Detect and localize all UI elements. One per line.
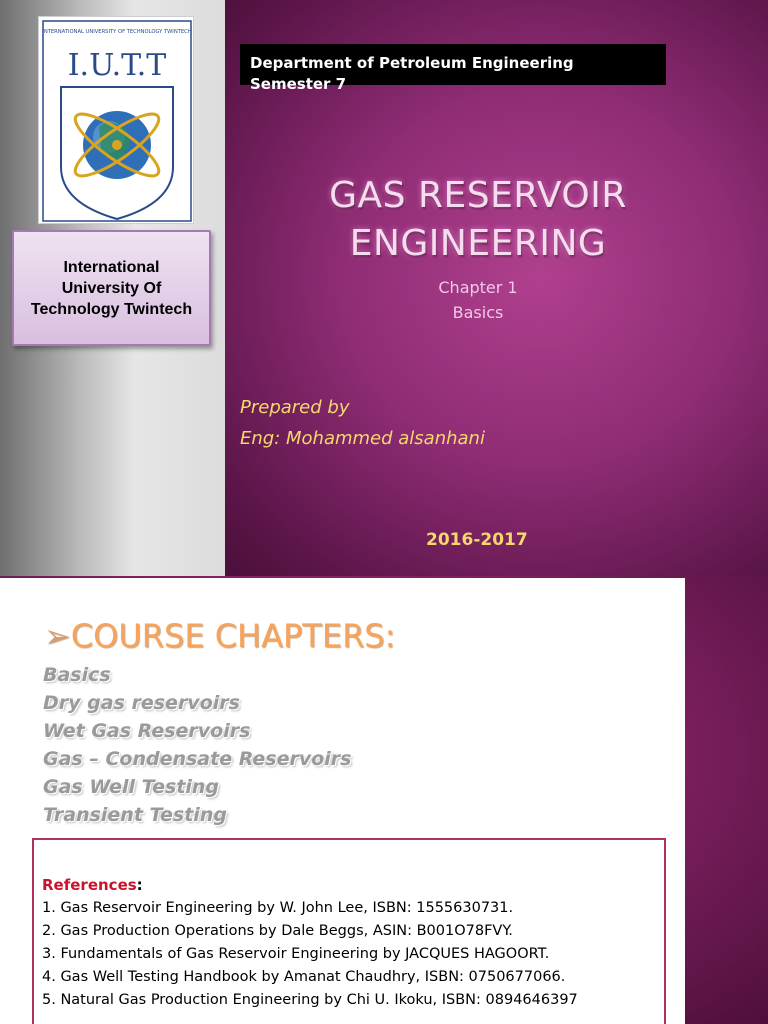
author-block bbox=[240, 392, 485, 454]
university-name-box bbox=[12, 230, 211, 346]
author-name: Eng: Mohammed alsanhani bbox=[240, 428, 485, 449]
logo-emblem-icon bbox=[39, 17, 195, 225]
references-colon: : bbox=[136, 876, 143, 894]
title-line-2: ENGINEERING bbox=[349, 223, 607, 264]
references-title: References bbox=[42, 876, 137, 894]
references-heading bbox=[42, 874, 656, 897]
reference-item: 4. Gas Well Testing Handbook by Amanat Chaudhry, ISBN: 0750677066. bbox=[42, 969, 566, 985]
logo-banner-text: INTERNATIONAL UNIVERSITY OF TECHNOLOGY TWINTECH bbox=[42, 29, 192, 35]
list-item: Dry gas reservoirs bbox=[43, 692, 240, 714]
references-list bbox=[42, 897, 656, 1012]
section-heading-text: COURSE CHAPTERS: bbox=[70, 617, 396, 655]
university-name: International University Of Technology Twintech bbox=[30, 258, 193, 318]
chapter-label: Chapter 1 bbox=[438, 278, 518, 297]
academic-year: 2016-2017 bbox=[426, 530, 528, 550]
arrow-bullet-icon: ➢ bbox=[44, 617, 71, 655]
chapters-slide bbox=[0, 576, 768, 1024]
chapter-topic: Basics bbox=[452, 303, 504, 322]
university-logo bbox=[38, 16, 194, 224]
list-item: Basics bbox=[43, 664, 111, 686]
section-heading bbox=[44, 616, 395, 656]
department-name: Department of Petroleum Engineering bbox=[250, 54, 574, 72]
list-item: Wet Gas Reservoirs bbox=[43, 720, 251, 742]
reference-item: 3. Fundamentals of Gas Reservoir Engineering by JACQUES HAGOORT. bbox=[42, 946, 550, 962]
department-box bbox=[240, 44, 666, 93]
chapter-list bbox=[43, 661, 351, 829]
reference-item: 5. Natural Gas Production Engineering by Chi U. Ikoku, ISBN: 0894646397 bbox=[42, 992, 578, 1008]
page-title bbox=[228, 172, 728, 268]
reference-item: 2. Gas Production Operations by Dale Beggs, ASIN: B001O78FVY. bbox=[42, 923, 513, 939]
semester-label: Semester 7 bbox=[250, 75, 347, 93]
list-item: Transient Testing bbox=[43, 804, 227, 826]
reference-item: 1. Gas Reservoir Engineering by W. John Lee, ISBN: 1555630731. bbox=[42, 900, 514, 916]
logo-acronym: I.U.T.T bbox=[67, 48, 167, 83]
subtitle bbox=[228, 275, 728, 325]
references-box bbox=[32, 838, 666, 1024]
prepared-by-label: Prepared by bbox=[240, 397, 350, 418]
title-line-1: GAS RESERVOIR bbox=[329, 175, 627, 216]
list-item: Gas Well Testing bbox=[43, 776, 220, 798]
list-item: Gas – Condensate Reservoirs bbox=[43, 748, 352, 770]
